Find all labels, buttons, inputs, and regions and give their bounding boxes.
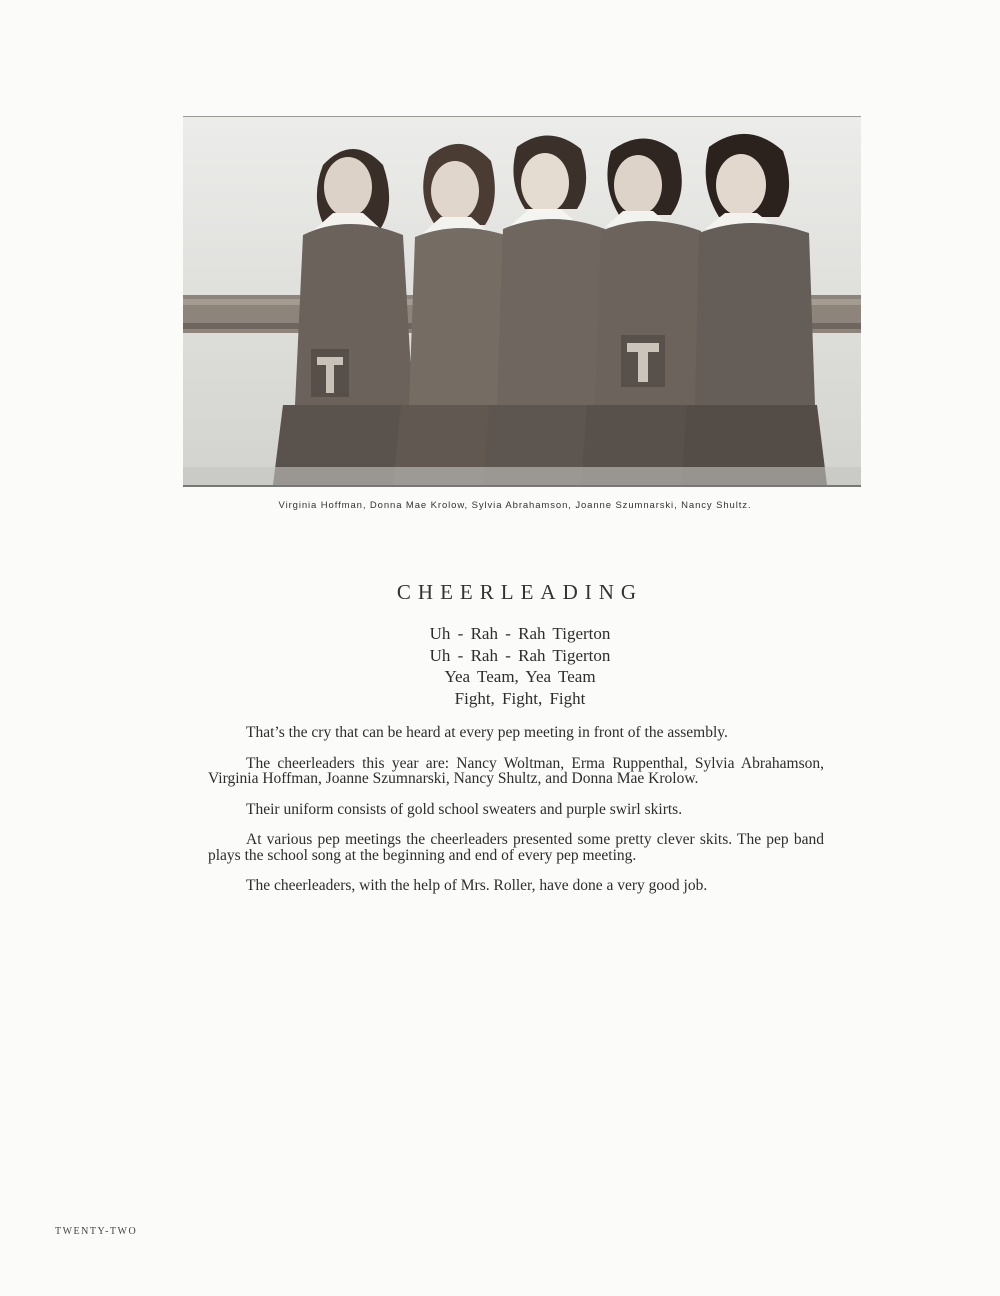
cheer-chant xyxy=(300,623,740,709)
chant-line: Uh - Rah - Rah Tigerton xyxy=(429,624,611,643)
photo-illustration xyxy=(183,117,861,485)
chant-line: Yea Team, Yea Team xyxy=(444,667,596,686)
chant-line: Fight, Fight, Fight xyxy=(454,688,586,708)
paragraph: That’s the cry that can be heard at every pep meeting in front of the assembly. xyxy=(246,724,728,741)
paragraph: The cheerleaders, with the help of Mrs. Roller, have done a very good job. xyxy=(246,877,708,894)
article-body xyxy=(208,725,824,909)
section-title: CHEERLEADING xyxy=(396,580,644,604)
cheerleaders-photo xyxy=(183,116,861,487)
photo-caption: Virginia Hoffman, Donna Mae Krolow, Sylvia Abrahamson, Joanne Szumnarski, Nancy Shultz. xyxy=(278,500,752,511)
paragraph: Their uniform consists of gold school sweaters and purple swirl skirts. xyxy=(246,800,683,818)
paragraph: At various pep meetings the cheerleaders presented some pretty clever skits. The pep band plays the school song at the beginning and end of every pep meeting. xyxy=(208,831,824,864)
page-number: TWENTY-TWO xyxy=(55,1226,138,1237)
paragraph: The cheerleaders this year are: Nancy Woltman, Erma Ruppenthal, Sylvia Abrahamson, Virginia Hoffman, Joanne Szumnarski, Nancy Shultz, and Donna Mae Krolow. xyxy=(208,754,824,787)
chant-line: Uh - Rah - Rah Tigerton xyxy=(429,645,611,665)
